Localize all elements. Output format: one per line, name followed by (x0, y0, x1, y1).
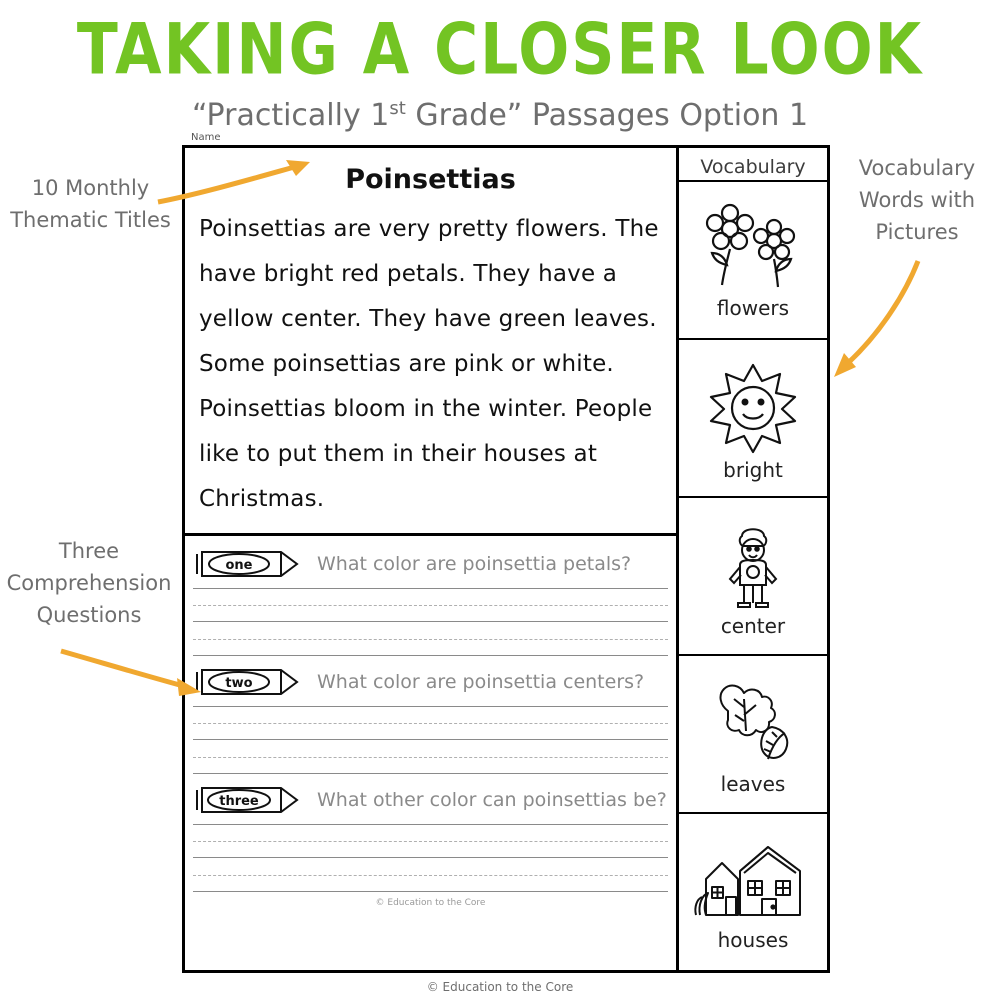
vocabulary-heading: Vocabulary (700, 156, 806, 178)
worksheet-main-column (185, 132, 679, 970)
page-title: TAKING A CLOSER LOOK (76, 8, 924, 92)
vocabulary-item-houses (679, 812, 827, 970)
writing-line[interactable] (193, 622, 668, 656)
question-row (193, 778, 668, 822)
crayon-icon (193, 784, 311, 816)
arrow-to-title (150, 150, 320, 210)
passage-title: Poinsettias (345, 164, 516, 195)
vocabulary-word: leaves (720, 771, 786, 796)
vocabulary-column (679, 148, 827, 970)
page-subtitle (0, 92, 1000, 133)
vocabulary-word: center (720, 613, 786, 638)
arrow-to-vocabulary (820, 255, 930, 385)
page-credit: © Education to the Core (426, 980, 574, 994)
vocabulary-item-bright (679, 338, 827, 496)
answer-lines (193, 706, 668, 774)
question-row (193, 542, 668, 586)
crayon-number-word: three (219, 794, 259, 809)
question-text: What color are poinsettia centers? (317, 670, 645, 693)
vocabulary-word: flowers (716, 295, 790, 320)
annotation-questions: Three Comprehension Questions (6, 539, 172, 627)
answer-lines (193, 824, 668, 892)
vocabulary-word: bright (723, 457, 783, 482)
crayon-number-word: two (225, 676, 253, 691)
vocabulary-item-center (679, 496, 827, 654)
vocabulary-item-flowers (679, 180, 827, 338)
annotation-vocabulary: Vocabulary Words with Pictures (858, 156, 976, 244)
annotation-titles: 10 Monthly Thematic Titles (10, 176, 171, 232)
house-icon (688, 835, 818, 927)
crayon-icon (193, 548, 311, 580)
flowers-icon (694, 203, 812, 295)
answer-lines (193, 588, 668, 656)
writing-line[interactable] (193, 588, 668, 622)
subtitle-suffix: Grade” Passages Option 1 (405, 98, 809, 133)
question-text: What color are poinsettia petals? (317, 552, 632, 575)
subtitle-ordinal: st (389, 98, 406, 119)
name-label: Name (191, 132, 221, 143)
writing-line[interactable] (193, 858, 668, 892)
vocabulary-item-leaves (679, 654, 827, 812)
writing-line[interactable] (193, 706, 668, 740)
worksheet-sheet (182, 132, 830, 973)
leaves-icon (694, 675, 812, 771)
passage-text: Poinsettias are very pretty flowers. The have bright red petals. They have a yellow center. They have green leaves. Some poinsettias are pink or white. Poinsettias bloom in the winter. People like to put them in their houses at Christmas. (199, 216, 659, 512)
writing-line[interactable] (193, 740, 668, 774)
vocabulary-word: houses (717, 927, 789, 952)
question-block (193, 660, 668, 774)
child-icon (694, 517, 812, 613)
question-block (193, 542, 668, 656)
crayon-number-word: one (225, 558, 253, 573)
question-text: What other color can poinsettias be? (317, 788, 667, 811)
questions-section (185, 536, 676, 970)
arrow-to-questions (55, 645, 215, 705)
page-header (0, 0, 1000, 133)
writing-line[interactable] (193, 824, 668, 858)
sheet-credit: © Education to the Core (375, 898, 486, 908)
subtitle-prefix: “Practically 1 (191, 98, 390, 133)
question-block (193, 778, 668, 892)
sun-icon (694, 357, 812, 457)
question-row (193, 660, 668, 704)
